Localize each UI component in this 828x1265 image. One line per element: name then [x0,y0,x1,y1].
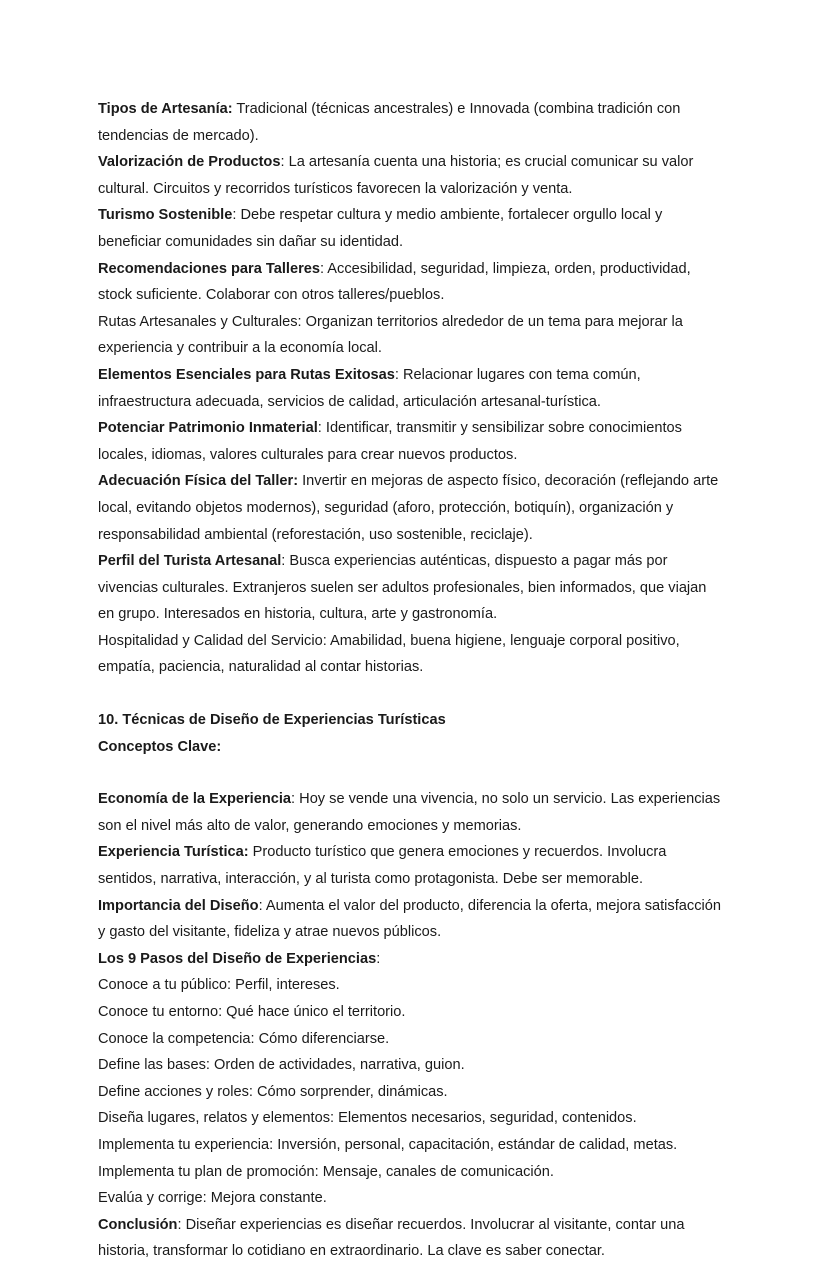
paragraph-lead: Recomendaciones para Talleres [98,260,320,277]
paragraph-rutas-artesanales [98,309,726,362]
paragraph-conclusion [98,1212,726,1265]
paragraph-lead: Perfil del Turista Artesanal [98,553,282,570]
paragraph-elementos-esenciales [98,362,726,415]
paragraph-lead: Economía de la Experiencia [98,791,292,808]
paragraph-tipos-artesania [98,96,726,149]
paragraph-body: : Hoy se vende una vivencia, no solo un servicio. Las experiencias son el nivel más alto de valor, generando emociones y memorias. [98,791,721,834]
paragraph-adecuacion-fisica [98,468,726,548]
list-item: Define las bases: Orden de actividades, narrativa, guion. [98,1057,465,1074]
section-heading-title: 10. Técnicas de Diseño de Experiencias Turísticas [98,712,446,729]
steps-heading [98,946,726,973]
steps-heading-lead: Los 9 Pasos del Diseño de Experiencias [98,950,377,967]
list-item: Define acciones y roles: Cómo sorprender, dinámicas. [98,1083,448,1100]
section-heading-block [98,707,726,760]
paragraph-body: : Relacionar lugares con tema común, infraestructura adecuada, servicios de calidad, articulación artesanal-turística. [98,366,641,410]
paragraph-lead: Turismo Sostenible [98,207,233,224]
section-heading-subtitle: Conceptos Clave: [98,738,222,755]
paragraph-valorizacion-productos [98,149,726,202]
list-item: Diseña lugares, relatos y elementos: Elementos necesarios, seguridad, contenidos. [98,1110,637,1127]
steps-heading-body: : [376,950,381,967]
paragraph-economia-experiencia [98,786,726,839]
list-item: Implementa tu plan de promoción: Mensaje, canales de comunicación. [98,1163,554,1180]
paragraph-body: Hospitalidad y Calidad del Servicio: Amabilidad, buena higiene, lenguaje corporal positivo, empatía, paciencia, naturalidad al contar historias. [98,632,680,676]
paragraph-lead: Conclusión [98,1216,178,1233]
paragraph-lead: Elementos Esenciales para Rutas Exitosas [98,366,395,383]
paragraph-recomendaciones-talleres [98,256,726,309]
paragraph-potenciar-patrimonio [98,415,726,468]
list-item: Evalúa y corrige: Mejora constante. [98,1190,327,1207]
paragraph-lead: Valorización de Productos [98,154,281,171]
paragraph-body: : Identificar, transmitir y sensibilizar sobre conocimientos locales, idiomas, valores culturales para crear nuevos productos. [98,420,682,463]
paragraph-body: Tradicional (técnicas ancestrales) e Innovada (combina tradición con tendencias de mercado). [98,101,681,144]
list-item: Implementa tu experiencia: Inversión, personal, capacitación, estándar de calidad, metas. [98,1136,678,1153]
paragraph-lead: Importancia del Diseño [98,897,259,914]
paragraph-body: Producto turístico que genera emociones y recuerdos. Involucra sentidos, narrativa, interacción, y al turista como protagonista. Debe ser memorable. [98,844,667,888]
paragraph-lead: Tipos de Artesanía: [98,101,233,117]
paragraph-body: : Aumenta el valor del producto, diferencia la oferta, mejora satisfacción y gasto del visitante, fideliza y atrae nuevos públicos. [98,897,721,941]
list-item: Conoce tu entorno: Qué hace único el territorio. [98,1004,406,1020]
paragraph-turismo-sostenible [98,202,726,255]
paragraph-body: : La artesanía cuenta una historia; es crucial comunicar su valor cultural. Circuitos y recorridos turísticos favorecen la valorización y venta. [98,154,694,197]
list-item: Conoce la competencia: Cómo diferenciarse. [98,1030,390,1047]
paragraph-lead: Adecuación Física del Taller: [98,473,299,490]
paragraph-body: : Busca experiencias auténticas, dispuesto a pagar más por vivencias culturales. Extranjeros suelen ser adultos profesionales, bien informados, que viajan en grupo. Interesados en historia, cultura, arte y gastronomía. [98,553,707,623]
paragraph-body: Invertir en mejoras de aspecto físico, decoración (reflejando arte local, evitando objetos modernos), seguridad (aforo, protección, botiquín), organización y responsabilidad ambiental (reforestación, uso sostenible, reciclaje). [98,473,719,543]
paragraph-perfil-turista [98,548,726,628]
document-text-column [98,96,726,1265]
concepts-section [98,786,726,1265]
paragraph-body: : Accesibilidad, seguridad, limpieza, orden, productividad, stock suficiente. Colaborar con otros talleres/pueblos. [98,260,691,304]
paragraph-body: : Diseñar experiencias es diseñar recuerdos. Involucrar al visitante, contar una historia, transformar lo cotidiano en extraordinario. La clave es saber conectar. [98,1216,685,1260]
craft-tourism-section [98,96,726,681]
paragraph-lead: Potenciar Patrimonio Inmaterial [98,420,318,437]
paragraph-experiencia-turistica [98,839,726,892]
paragraph-body: Rutas Artesanales y Culturales: Organizan territorios alrededor de un tema para mejorar la experiencia y contribuir a la economía local. [98,313,683,357]
paragraph-hospitalidad-calidad [98,628,726,681]
paragraph-body: : Debe respetar cultura y medio ambiente, fortalecer orgullo local y beneficiar comunidades sin dañar su identidad. [98,207,663,250]
list-item: Conoce a tu público: Perfil, intereses. [98,977,340,994]
paragraph-lead: Experiencia Turística: [98,844,249,861]
paragraph-importancia-diseno [98,893,726,946]
